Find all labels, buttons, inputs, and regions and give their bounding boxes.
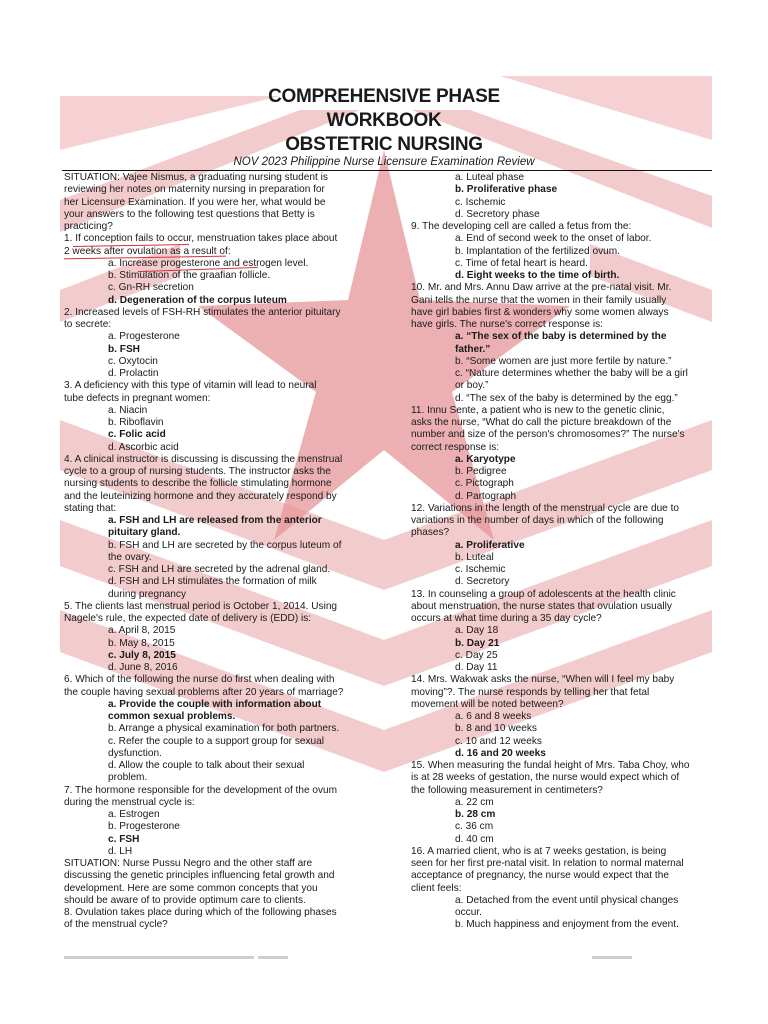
answer-option: d. FSH and LH stimulates the formation of milk: [108, 576, 317, 588]
question-line: occurs at what time during a 35 day cycle?: [411, 613, 602, 624]
answer-option: d. 40 cm: [455, 833, 494, 845]
question-line: client feels:: [411, 882, 462, 894]
answer-option: a. End of second week to the onset of labor.: [455, 233, 652, 245]
correct-answer-option: c. Folic acid: [108, 429, 166, 441]
answer-option: b. Implantation of the fertilized ovum.: [455, 245, 620, 257]
answer-option: a. Estrogen: [108, 809, 160, 820]
question-line: the following measurement in centimeters?: [411, 784, 603, 796]
answer-option: c. Ischemic: [455, 564, 506, 575]
correct-answer-option: d. 16 and 20 weeks: [455, 747, 546, 759]
question-line: the couple having sexual problems after 20 years of marriage?: [64, 686, 344, 698]
correct-answer-option: a. Provide the couple with information about: [108, 698, 322, 710]
question-line: 13. In counseling a group of adolescents at the health clinic: [411, 588, 676, 600]
question-line: 10. Mr. and Mrs. Annu Daw arrive at the pre-natal visit. Mr.: [411, 282, 672, 294]
question-line: moving”?. The nurse responds by telling her that fetal: [411, 686, 650, 698]
question-line: Nagele's rule, the expected date of delivery is (EDD) is:: [64, 613, 312, 624]
answer-option: d. Day 11: [455, 662, 498, 673]
question-line: to secrete:: [64, 319, 112, 330]
correct-answer-option: b. 28 cm: [455, 809, 496, 820]
question-line: 12. Variations in the length of the menstrual cycle are due to: [411, 502, 680, 514]
answer-option: c. Refer the couple to a support group for sexual: [108, 735, 325, 747]
workbook-subtitle: WORKBOOK: [326, 110, 442, 131]
answer-option: c. Oxytocin: [108, 355, 158, 367]
answer-option: d. “The sex of the baby is determined by the egg.”: [455, 392, 678, 404]
question-line: about menstruation, the nurse states that ovulation usually: [411, 600, 672, 612]
answer-option: d. LH: [108, 845, 133, 857]
answer-option: a. Detached from the event until physical changes: [455, 894, 679, 906]
right-column: [411, 172, 711, 932]
answer-option: c. 10 and 12 weeks: [455, 735, 542, 747]
answer-option: a. 22 cm: [455, 796, 494, 808]
subject-title: OBSTETRIC NURSING: [285, 134, 483, 155]
answer-option: d. Prolactin: [108, 368, 159, 379]
correct-answer-option: b. Proliferative phase: [455, 184, 558, 196]
answer-option: a. Day 18: [455, 625, 499, 637]
question-line: number and size of the person's chromosomes?” The nurse's: [411, 429, 685, 441]
question-line: correct response is:: [411, 441, 500, 453]
question-line: her Licensure Examination. If you were her, what would be: [64, 196, 326, 208]
correct-answer-option: pituitary gland.: [108, 527, 181, 539]
answer-option: c. Time of fetal heart is heard.: [455, 257, 588, 269]
question-line: movement will be noted between?: [411, 698, 564, 710]
question-line: development. Here are some common concepts that you: [64, 882, 318, 894]
answer-option: the ovary.: [108, 551, 152, 563]
answer-option: b. Stimulation of the graafian follicle.: [108, 270, 271, 281]
answer-option: a. Niacin: [108, 404, 148, 416]
answer-option: b. “Some women are just more fertile by nature.”: [455, 355, 672, 367]
question-line: seen for her first pre-natal visit. In relation to normal maternal: [411, 858, 684, 869]
answer-option: occur.: [455, 907, 482, 918]
question-line: have girls. The nurse's correct response is:: [411, 319, 603, 330]
question-line: cycle to a group of nursing students. The instructor asks the: [64, 466, 331, 477]
workbook-title: COMPREHENSIVE PHASE: [268, 86, 500, 107]
answer-option: b. Luteal: [455, 551, 494, 563]
question-line: your answers to the following test questions that Betty is: [64, 208, 315, 220]
correct-answer-option: d. Eight weeks to the time of birth.: [455, 270, 620, 281]
answer-option: d. June 8, 2016: [108, 662, 178, 673]
answer-option: b. Progesterone: [108, 821, 180, 833]
question-line: 9. The developing cell are called a fetus from the:: [411, 221, 632, 232]
question-line: 1. If conception fails to occur, menstruation takes place about: [64, 233, 338, 245]
answer-option: problem.: [108, 772, 148, 784]
question-line: nursing students to describe the follicle stimulating hormone: [64, 478, 332, 490]
question-line: 2 weeks after ovulation as a result of:: [64, 245, 231, 257]
answer-option: c. Day 25: [455, 649, 498, 661]
answer-option: a. April 8, 2015: [108, 625, 176, 637]
question-line: during the menstrual cycle is:: [64, 796, 195, 808]
question-line: discussing the genetic principles influencing fetal growth and: [64, 870, 335, 882]
question-line: asks the nurse, “What do call the picture breakdown of the: [411, 417, 672, 428]
question-line: 7. The hormone responsible for the development of the ovum: [64, 784, 338, 796]
answer-option: a. 6 and 8 weeks: [455, 711, 532, 722]
answer-option: dysfunction.: [108, 747, 162, 759]
question-line: phases?: [411, 527, 450, 539]
answer-option: d. Secretory: [455, 576, 510, 588]
answer-option: c. Pictograph: [455, 478, 514, 490]
question-line: variations in the number of days in which of the following: [411, 515, 664, 526]
answer-option: a. Increase progesterone and estrogen level.: [108, 257, 309, 269]
question-line: 8. Ovulation takes place during which of the following phases: [64, 907, 337, 918]
question-line: 11. Innu Sente, a patient who is new to the genetic clinic,: [411, 404, 665, 416]
question-line: stating that:: [64, 502, 117, 514]
answer-option: b. FSH and LH are secreted by the corpus luteum of: [108, 539, 342, 551]
answer-option: d. Secretory phase: [455, 208, 540, 220]
header-rule: [62, 170, 712, 171]
question-line: 6. Which of the following the nurse do first when dealing with: [64, 674, 335, 686]
answer-option: during pregnancy: [108, 588, 186, 600]
answer-option: c. 36 cm: [455, 821, 494, 833]
question-line: SITUATION: Vajee Nismus, a graduating nursing student is: [64, 172, 328, 183]
question-line: should be aware of to provide optimum care to clients.: [64, 894, 306, 906]
page-footer: [64, 946, 704, 952]
correct-answer-option: a. Karyotype: [455, 453, 516, 465]
answer-option: a. Progesterone: [108, 331, 180, 343]
question-line: and the leuteinizing hormone and they accurately respond by: [64, 490, 337, 502]
question-line: 3. A deficiency with this type of vitamin will lead to neural: [64, 380, 317, 392]
answer-option: c. FSH and LH are secreted by the adrenal gland.: [108, 564, 331, 575]
question-line: 15. When measuring the fundal height of Mrs. Taba Choy, who: [411, 760, 690, 771]
correct-answer-option: a. “The sex of the baby is determined by the: [455, 331, 667, 343]
answer-option: c. Ischemic: [455, 196, 506, 208]
correct-answer-option: a. Proliferative: [455, 539, 525, 551]
correct-answer-option: b. Day 21: [455, 637, 500, 649]
answer-option: c. Gn-RH secretion: [108, 282, 194, 294]
question-line: 16. A married client, who is at 7 weeks gestation, is being: [411, 845, 667, 857]
answer-option: d. Allow the couple to talk about their sexual: [108, 760, 305, 771]
answer-option: b. 8 and 10 weeks: [455, 723, 537, 735]
question-line: reviewing her notes on maternity nursing in preparation for: [64, 184, 325, 196]
question-line: acceptance of pregnancy, the nurse would expect that the: [411, 870, 669, 882]
correct-answer-option: c. FSH: [108, 833, 140, 845]
left-column: [64, 172, 380, 932]
question-line: of the menstrual cycle?: [64, 919, 168, 931]
correct-answer-option: a. FSH and LH are released from the anterior: [108, 515, 322, 526]
question-line: tube defects in pregnant women:: [64, 392, 211, 404]
answer-option: b. Much happiness and enjoyment from the event.: [455, 919, 679, 931]
question-line: 2. Increased levels of FSH-RH stimulates the anterior pituitary: [64, 306, 341, 318]
answer-option: a. Luteal phase: [455, 172, 525, 183]
answer-option: b. Arrange a physical examination for both partners.: [108, 723, 340, 735]
answer-option: b. May 8, 2015: [108, 637, 175, 649]
correct-answer-option: common sexual problems.: [108, 711, 236, 722]
question-line: 4. A clinical instructor is discussing is discussing the menstrual: [64, 453, 343, 465]
correct-answer-option: c. July 8, 2015: [108, 649, 176, 661]
question-line: is at 28 weeks of gestation, the nurse would expect which of: [411, 772, 680, 784]
question-line: 5. The clients last menstrual period is October 1, 2014. Using: [64, 600, 338, 612]
answer-option: b. Pedigree: [455, 466, 507, 477]
answer-option: c. “Nature determines whether the baby will be a girl: [455, 368, 688, 379]
answer-option: d. Partograph: [455, 490, 517, 502]
answer-option: b. Riboflavin: [108, 417, 164, 428]
question-line: SITUATION: Nurse Pussu Negro and the other staff are: [64, 858, 313, 869]
question-line: Gani tells the nurse that the women in their family usually: [411, 294, 667, 306]
question-line: 14. Mrs. Wakwak asks the nurse, “When will I feel my baby: [411, 674, 675, 686]
answer-option: d. Ascorbic acid: [108, 441, 179, 453]
review-caption: NOV 2023 Philippine Nurse Licensure Examination Review: [233, 156, 535, 168]
question-line: have girl babies first & wonders why some women always: [411, 306, 669, 318]
correct-answer-option: d. Degeneration of the corpus luteum: [108, 294, 287, 306]
correct-answer-option: b. FSH: [108, 343, 140, 355]
correct-answer-option: father.”: [455, 343, 491, 355]
answer-option: or boy.”: [455, 380, 489, 392]
question-line: practicing?: [64, 221, 113, 232]
